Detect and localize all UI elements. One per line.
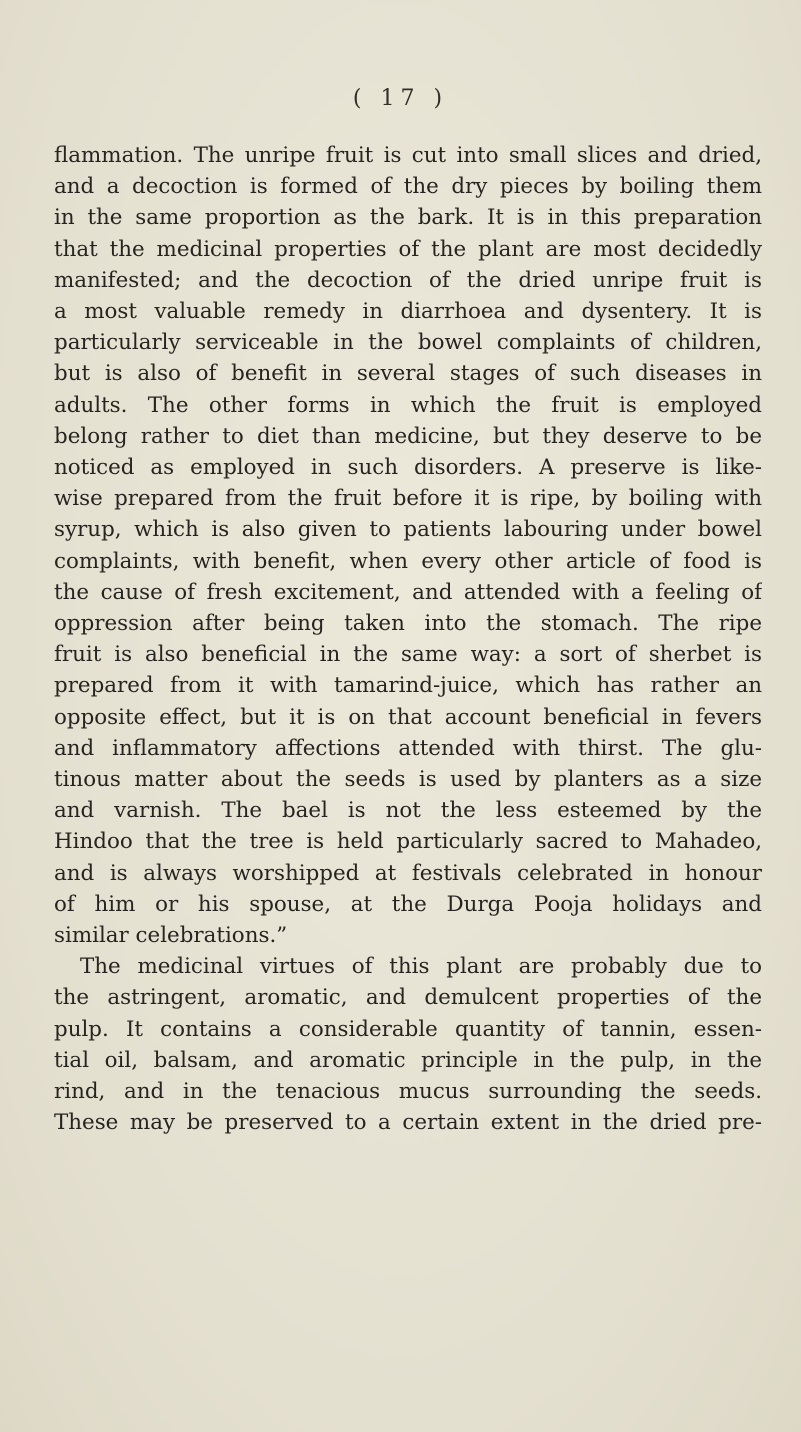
text-line: adults. The other forms in which the fruit is employed (54, 392, 762, 418)
text-line: and a decoction is formed of the dry pieces by boiling them (54, 174, 762, 200)
text-line: opposite effect, but it is on that account beneficial in fevers (54, 704, 762, 730)
text-line: manifested; and the decoction of the dried unripe fruit is (54, 267, 762, 293)
text-line: flammation. The unripe fruit is cut into small slices and dried, (54, 143, 762, 168)
text-line: syrup, which is also given to patients labouring under bowel (54, 517, 762, 543)
page-number: ( 17 ) (352, 86, 449, 111)
text-line: the cause of fresh excitement, and attended with a feeling of (54, 579, 762, 605)
text-line: belong rather to diet than medicine, but they deserve to be (54, 423, 762, 449)
text-line: similar celebrations.” (54, 923, 288, 949)
text-line: tial oil, balsam, and aromatic principle in the pulp, in the (54, 1047, 762, 1073)
text-line: pulp. It contains a considerable quantity of tannin, essen- (54, 1016, 762, 1042)
paragraph-2 (54, 951, 762, 1138)
text-line: prepared from it with tamarind-juice, which has rather an (54, 673, 762, 699)
text-line: tinous matter about the seeds is used by planters as a size (54, 767, 762, 793)
text-line: and is always worshipped at festivals celebrated in honour (54, 860, 762, 886)
text-line: fruit is also beneficial in the same way: a sort of sherbet is (54, 642, 762, 668)
text-line: and inflammatory affections attended with thirst. The glu- (54, 735, 762, 761)
text-line: The medicinal virtues of this plant are probably due to (80, 954, 762, 980)
text-line: of him or his spouse, at the Durga Pooja holidays and (54, 891, 762, 917)
text-line: Hindoo that the tree is held particularly sacred to Mahadeo, (54, 829, 762, 855)
body-text (54, 140, 762, 1139)
text-line: wise prepared from the fruit before it is ripe, by boiling with (54, 486, 762, 512)
text-line: in the same proportion as the bark. It is in this preparation (54, 205, 762, 231)
paragraph-1 (54, 140, 762, 951)
text-line: oppression after being taken into the stomach. The ripe (54, 611, 762, 637)
text-line: particularly serviceable in the bowel complaints of children, (54, 330, 762, 356)
text-line: a most valuable remedy in diarrhoea and dysentery. It is (54, 299, 762, 325)
text-line: the astringent, aromatic, and demulcent properties of the (54, 985, 762, 1011)
text-line: complaints, with benefit, when every other article of food is (54, 548, 762, 574)
text-line: rind, and in the tenacious mucus surrounding the seeds. (54, 1079, 762, 1105)
text-line: and varnish. The bael is not the less esteemed by the (54, 798, 762, 824)
text-line: These may be preserved to a certain extent in the dried pre- (54, 1110, 762, 1136)
text-line: but is also of benefit in several stages of such diseases in (54, 361, 762, 387)
text-line: noticed as employed in such disorders. A preserve is like- (54, 455, 762, 481)
text-line: that the medicinal properties of the plant are most decidedly (54, 236, 762, 262)
